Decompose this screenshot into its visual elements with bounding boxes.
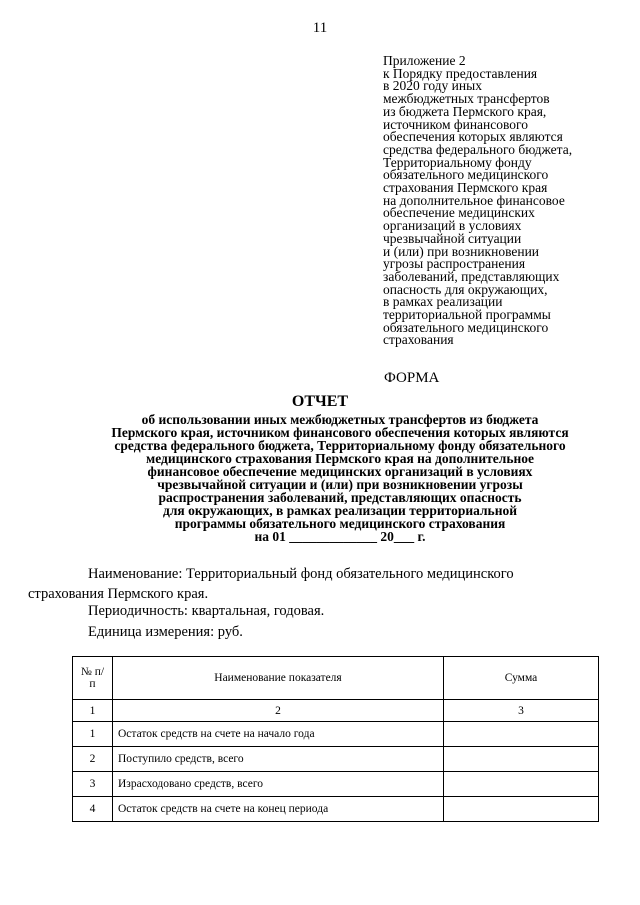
subtitle-line: средства федерального бюджета, Территориальному фонду обязательного [114,438,566,453]
row-sum [444,722,599,747]
appendix-line: угрозы распространения [383,256,526,272]
appendix-line: обязательного медицинского [383,319,549,335]
row-name: Израсходовано средств, всего [113,772,444,797]
form-label: ФОРМА [384,370,440,386]
index-cell: 2 [113,700,444,722]
appendix-line: чрезвычайной ситуации [383,230,522,246]
row-name: Остаток средств на счете на конец периода [113,797,444,822]
page-number: 11 [312,20,328,36]
appendix-line: на дополнительное финансовое [383,192,565,208]
index-cell: 1 [73,700,113,722]
subtitle-line: финансовое обеспечение медицинских организаций в условиях [147,464,533,479]
periodicity-field: Периодичность: квартальная, годовая. [88,603,325,619]
header-num: № п/п [73,657,113,700]
appendix-line: межбюджетных трансфертов [383,91,550,107]
subtitle-line: распространения заболеваний, представляющих опасность [158,490,522,505]
table-row [73,722,599,747]
name-field-line2: страхования Пермского края. [28,586,209,602]
report-date-line: на 01 _____________ 20___ г. [254,529,426,544]
row-sum [444,797,599,822]
table-header-row [73,657,599,700]
row-sum [444,747,599,772]
appendix-line: заболеваний, представляющих [383,268,560,284]
appendix-line: организаций в условиях [383,218,522,234]
appendix-line: опасность для окружающих, [383,281,548,297]
appendix-line: обязательного медицинского [383,167,549,183]
appendix-line: источником финансового [383,116,528,132]
row-num: 2 [73,747,113,772]
appendix-line: из бюджета Пермского края, [383,103,547,119]
name-field [28,564,593,604]
row-name: Поступило средств, всего [113,747,444,772]
appendix-line: Приложение 2 [383,53,466,68]
appendix-line: Территориальному фонду [383,154,532,170]
table-row [73,747,599,772]
table-row [73,797,599,822]
subtitle-line: медицинского страхования Пермского края на дополнительное [146,451,534,466]
appendix-line: к Порядку предоставления [383,65,538,81]
appendix-header [383,55,623,347]
header-name: Наименование показателя [113,657,444,700]
index-cell: 3 [444,700,599,722]
report-title: ОТЧЕТ [291,393,349,410]
table-row [73,772,599,797]
report-subtitle [40,413,640,543]
header-sum: Сумма [444,657,599,700]
row-name: Остаток средств на счете на начало года [113,722,444,747]
unit-field: Единица измерения: руб. [88,624,243,640]
subtitle-line: Пермского края, источником финансового обеспечения которых являются [111,425,569,440]
appendix-line: обеспечение медицинских [383,205,535,221]
appendix-line: в рамках реализации [383,294,503,310]
appendix-line: и (или) при возникновении [383,243,540,259]
table-index-row [73,700,599,722]
row-num: 3 [73,772,113,797]
subtitle-line: программы обязательного медицинского страхования [174,516,506,531]
report-table [72,656,599,822]
appendix-line: страхования Пермского края [383,180,548,196]
subtitle-line: для окружающих, в рамках реализации территориальной [162,503,517,518]
appendix-line: обеспечения которых являются [383,129,563,145]
row-num: 1 [73,722,113,747]
name-field-line1: Наименование: Территориальный фонд обязательного медицинского [88,566,514,582]
row-sum [444,772,599,797]
row-num: 4 [73,797,113,822]
appendix-line: в 2020 году иных [383,78,482,94]
appendix-line: страхования [383,332,454,348]
subtitle-line: чрезвычайной ситуации и (или) при возникновении угрозы [157,477,523,492]
appendix-line: территориальной программы [383,307,551,323]
appendix-line: средства федерального бюджета, [383,141,573,157]
subtitle-line: об использовании иных межбюджетных трансфертов из бюджета [141,412,539,427]
